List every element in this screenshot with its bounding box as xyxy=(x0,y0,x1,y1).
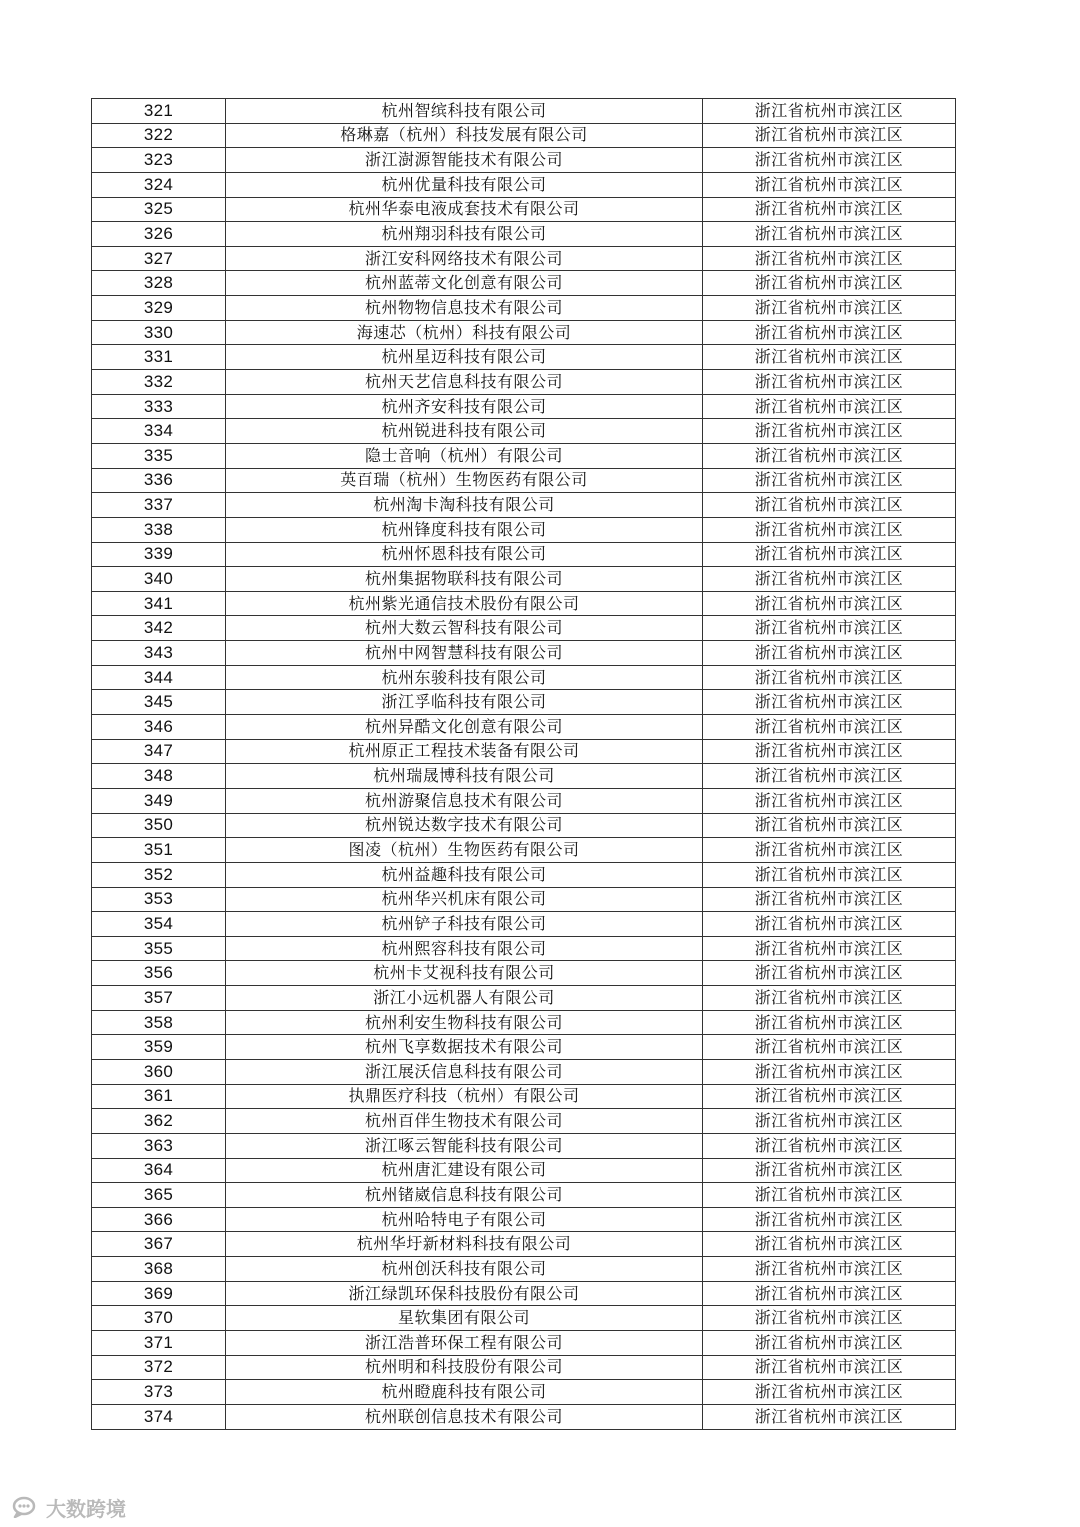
table-row xyxy=(92,172,956,197)
region-cell: 浙江省杭州市滨江区 xyxy=(703,1059,956,1084)
row-number-cell: 371 xyxy=(92,1331,226,1356)
company-name-cell: 杭州联创信息技术有限公司 xyxy=(226,1404,703,1429)
row-number-cell: 352 xyxy=(92,862,226,887)
table-row xyxy=(92,690,956,715)
region-cell: 浙江省杭州市滨江区 xyxy=(703,616,956,641)
row-number-cell: 325 xyxy=(92,197,226,222)
row-number-cell: 345 xyxy=(92,690,226,715)
table-row xyxy=(92,887,956,912)
table-row xyxy=(92,271,956,296)
table-row xyxy=(92,1306,956,1331)
company-name-cell: 杭州飞享数据技术有限公司 xyxy=(226,1035,703,1060)
row-number-cell: 360 xyxy=(92,1059,226,1084)
region-cell: 浙江省杭州市滨江区 xyxy=(703,123,956,148)
table-row xyxy=(92,1331,956,1356)
company-name-cell: 杭州瑞晟博科技有限公司 xyxy=(226,764,703,789)
company-name-cell: 浙江安科网络技术有限公司 xyxy=(226,246,703,271)
table-row xyxy=(92,764,956,789)
table-row xyxy=(92,542,956,567)
company-name-cell: 杭州锐进科技有限公司 xyxy=(226,419,703,444)
region-cell: 浙江省杭州市滨江区 xyxy=(703,1257,956,1282)
company-name-cell: 杭州集据物联科技有限公司 xyxy=(226,567,703,592)
region-cell: 浙江省杭州市滨江区 xyxy=(703,1207,956,1232)
company-name-cell: 杭州东骏科技有限公司 xyxy=(226,665,703,690)
company-name-cell: 杭州星迈科技有限公司 xyxy=(226,345,703,370)
region-cell: 浙江省杭州市滨江区 xyxy=(703,838,956,863)
company-name-cell: 海速芯（杭州）科技有限公司 xyxy=(226,320,703,345)
table-row xyxy=(92,813,956,838)
company-name-cell: 杭州物物信息技术有限公司 xyxy=(226,296,703,321)
row-number-cell: 355 xyxy=(92,936,226,961)
table-row xyxy=(92,1232,956,1257)
row-number-cell: 350 xyxy=(92,813,226,838)
table-row xyxy=(92,419,956,444)
company-name-cell: 杭州紫光通信技术股份有限公司 xyxy=(226,591,703,616)
table-row xyxy=(92,1035,956,1060)
row-number-cell: 346 xyxy=(92,715,226,740)
company-name-cell: 杭州百伴生物技术有限公司 xyxy=(226,1109,703,1134)
table-row xyxy=(92,1281,956,1306)
table-row xyxy=(92,493,956,518)
table-row xyxy=(92,641,956,666)
row-number-cell: 373 xyxy=(92,1380,226,1405)
table-row xyxy=(92,1084,956,1109)
watermark-text: 大数跨境 xyxy=(46,1496,126,1521)
company-name-cell: 杭州卡艾视科技有限公司 xyxy=(226,961,703,986)
region-cell: 浙江省杭州市滨江区 xyxy=(703,1109,956,1134)
row-number-cell: 362 xyxy=(92,1109,226,1134)
company-name-cell: 格琳嘉（杭州）科技发展有限公司 xyxy=(226,123,703,148)
region-cell: 浙江省杭州市滨江区 xyxy=(703,1331,956,1356)
region-cell: 浙江省杭州市滨江区 xyxy=(703,419,956,444)
row-number-cell: 365 xyxy=(92,1183,226,1208)
region-cell: 浙江省杭州市滨江区 xyxy=(703,1232,956,1257)
table-row xyxy=(92,320,956,345)
row-number-cell: 324 xyxy=(92,172,226,197)
table-row xyxy=(92,665,956,690)
row-number-cell: 356 xyxy=(92,961,226,986)
region-cell: 浙江省杭州市滨江区 xyxy=(703,567,956,592)
company-name-cell: 杭州蓝蒂文化创意有限公司 xyxy=(226,271,703,296)
company-name-cell: 英百瑞（杭州）生物医药有限公司 xyxy=(226,468,703,493)
row-number-cell: 322 xyxy=(92,123,226,148)
table-body xyxy=(92,99,956,1430)
region-cell: 浙江省杭州市滨江区 xyxy=(703,320,956,345)
region-cell: 浙江省杭州市滨江区 xyxy=(703,690,956,715)
table-row xyxy=(92,1010,956,1035)
company-name-cell: 杭州大数云智科技有限公司 xyxy=(226,616,703,641)
region-cell: 浙江省杭州市滨江区 xyxy=(703,148,956,173)
region-cell: 浙江省杭州市滨江区 xyxy=(703,591,956,616)
table-row xyxy=(92,296,956,321)
row-number-cell: 344 xyxy=(92,665,226,690)
company-name-cell: 浙江啄云智能科技有限公司 xyxy=(226,1133,703,1158)
table-row xyxy=(92,838,956,863)
company-name-cell: 杭州淘卡淘科技有限公司 xyxy=(226,493,703,518)
company-name-cell: 杭州哈特电子有限公司 xyxy=(226,1207,703,1232)
row-number-cell: 349 xyxy=(92,788,226,813)
table-row xyxy=(92,1404,956,1429)
table-row xyxy=(92,345,956,370)
row-number-cell: 364 xyxy=(92,1158,226,1183)
table-row xyxy=(92,1257,956,1282)
region-cell: 浙江省杭州市滨江区 xyxy=(703,715,956,740)
region-cell: 浙江省杭州市滨江区 xyxy=(703,246,956,271)
company-name-cell: 杭州优量科技有限公司 xyxy=(226,172,703,197)
company-name-cell: 杭州锐达数字技术有限公司 xyxy=(226,813,703,838)
table-row xyxy=(92,1158,956,1183)
region-cell: 浙江省杭州市滨江区 xyxy=(703,394,956,419)
table-row xyxy=(92,99,956,124)
company-name-cell: 杭州天艺信息科技有限公司 xyxy=(226,370,703,395)
row-number-cell: 374 xyxy=(92,1404,226,1429)
table-row xyxy=(92,443,956,468)
table-row xyxy=(92,567,956,592)
company-name-cell: 浙江小远机器人有限公司 xyxy=(226,986,703,1011)
region-cell: 浙江省杭州市滨江区 xyxy=(703,665,956,690)
region-cell: 浙江省杭州市滨江区 xyxy=(703,1133,956,1158)
row-number-cell: 333 xyxy=(92,394,226,419)
company-name-cell: 杭州游聚信息技术有限公司 xyxy=(226,788,703,813)
table-row xyxy=(92,936,956,961)
table-row xyxy=(92,961,956,986)
row-number-cell: 358 xyxy=(92,1010,226,1035)
row-number-cell: 336 xyxy=(92,468,226,493)
table-row xyxy=(92,517,956,542)
region-cell: 浙江省杭州市滨江区 xyxy=(703,468,956,493)
table-row xyxy=(92,616,956,641)
company-name-cell: 杭州异酷文化创意有限公司 xyxy=(226,715,703,740)
row-number-cell: 359 xyxy=(92,1035,226,1060)
table-row xyxy=(92,1109,956,1134)
region-cell: 浙江省杭州市滨江区 xyxy=(703,912,956,937)
region-cell: 浙江省杭州市滨江区 xyxy=(703,99,956,124)
region-cell: 浙江省杭州市滨江区 xyxy=(703,1380,956,1405)
region-cell: 浙江省杭州市滨江区 xyxy=(703,1158,956,1183)
table-row xyxy=(92,862,956,887)
company-name-cell: 执鼎医疗科技（杭州）有限公司 xyxy=(226,1084,703,1109)
company-name-cell: 杭州华圩新材料科技有限公司 xyxy=(226,1232,703,1257)
company-name-cell: 杭州原正工程技术装备有限公司 xyxy=(226,739,703,764)
region-cell: 浙江省杭州市滨江区 xyxy=(703,493,956,518)
row-number-cell: 321 xyxy=(92,99,226,124)
company-name-cell: 杭州齐安科技有限公司 xyxy=(226,394,703,419)
row-number-cell: 366 xyxy=(92,1207,226,1232)
company-name-cell: 浙江浩普环保工程有限公司 xyxy=(226,1331,703,1356)
region-cell: 浙江省杭州市滨江区 xyxy=(703,986,956,1011)
company-name-cell: 杭州明和科技股份有限公司 xyxy=(226,1355,703,1380)
company-name-cell: 隐士音响（杭州）有限公司 xyxy=(226,443,703,468)
table-row xyxy=(92,739,956,764)
company-name-cell: 杭州锗崴信息科技有限公司 xyxy=(226,1183,703,1208)
chat-bubble-logo-icon xyxy=(12,1496,38,1518)
row-number-cell: 348 xyxy=(92,764,226,789)
row-number-cell: 331 xyxy=(92,345,226,370)
row-number-cell: 357 xyxy=(92,986,226,1011)
row-number-cell: 329 xyxy=(92,296,226,321)
region-cell: 浙江省杭州市滨江区 xyxy=(703,862,956,887)
table-row xyxy=(92,148,956,173)
row-number-cell: 330 xyxy=(92,320,226,345)
company-name-cell: 杭州怀恩科技有限公司 xyxy=(226,542,703,567)
table-row xyxy=(92,468,956,493)
row-number-cell: 328 xyxy=(92,271,226,296)
region-cell: 浙江省杭州市滨江区 xyxy=(703,197,956,222)
company-name-cell: 杭州唐汇建设有限公司 xyxy=(226,1158,703,1183)
company-name-cell: 杭州益趣科技有限公司 xyxy=(226,862,703,887)
table-row xyxy=(92,788,956,813)
region-cell: 浙江省杭州市滨江区 xyxy=(703,1306,956,1331)
company-name-cell: 浙江展沃信息科技有限公司 xyxy=(226,1059,703,1084)
region-cell: 浙江省杭州市滨江区 xyxy=(703,1010,956,1035)
company-name-cell: 图凌（杭州）生物医药有限公司 xyxy=(226,838,703,863)
row-number-cell: 368 xyxy=(92,1257,226,1282)
table-row xyxy=(92,1183,956,1208)
table-row xyxy=(92,222,956,247)
table-row xyxy=(92,1355,956,1380)
company-name-cell: 浙江澍源智能技术有限公司 xyxy=(226,148,703,173)
region-cell: 浙江省杭州市滨江区 xyxy=(703,788,956,813)
region-cell: 浙江省杭州市滨江区 xyxy=(703,764,956,789)
row-number-cell: 327 xyxy=(92,246,226,271)
row-number-cell: 353 xyxy=(92,887,226,912)
row-number-cell: 370 xyxy=(92,1306,226,1331)
company-name-cell: 杭州智缤科技有限公司 xyxy=(226,99,703,124)
table-row xyxy=(92,1207,956,1232)
table-row xyxy=(92,912,956,937)
region-cell: 浙江省杭州市滨江区 xyxy=(703,370,956,395)
region-cell: 浙江省杭州市滨江区 xyxy=(703,641,956,666)
row-number-cell: 335 xyxy=(92,443,226,468)
company-name-cell: 杭州创沃科技有限公司 xyxy=(226,1257,703,1282)
row-number-cell: 326 xyxy=(92,222,226,247)
company-name-cell: 杭州华泰电液成套技术有限公司 xyxy=(226,197,703,222)
row-number-cell: 363 xyxy=(92,1133,226,1158)
row-number-cell: 367 xyxy=(92,1232,226,1257)
region-cell: 浙江省杭州市滨江区 xyxy=(703,1355,956,1380)
row-number-cell: 338 xyxy=(92,517,226,542)
watermark xyxy=(12,1493,126,1521)
company-name-cell: 星软集团有限公司 xyxy=(226,1306,703,1331)
company-list-table xyxy=(91,98,956,1430)
region-cell: 浙江省杭州市滨江区 xyxy=(703,813,956,838)
row-number-cell: 341 xyxy=(92,591,226,616)
region-cell: 浙江省杭州市滨江区 xyxy=(703,271,956,296)
company-name-cell: 杭州利安生物科技有限公司 xyxy=(226,1010,703,1035)
table-row xyxy=(92,246,956,271)
table-row xyxy=(92,1133,956,1158)
region-cell: 浙江省杭州市滨江区 xyxy=(703,1404,956,1429)
table-row xyxy=(92,394,956,419)
company-name-cell: 杭州翔羽科技有限公司 xyxy=(226,222,703,247)
row-number-cell: 361 xyxy=(92,1084,226,1109)
region-cell: 浙江省杭州市滨江区 xyxy=(703,1035,956,1060)
company-name-cell: 杭州熙容科技有限公司 xyxy=(226,936,703,961)
region-cell: 浙江省杭州市滨江区 xyxy=(703,1281,956,1306)
row-number-cell: 351 xyxy=(92,838,226,863)
region-cell: 浙江省杭州市滨江区 xyxy=(703,1084,956,1109)
company-name-cell: 杭州中网智慧科技有限公司 xyxy=(226,641,703,666)
region-cell: 浙江省杭州市滨江区 xyxy=(703,542,956,567)
region-cell: 浙江省杭州市滨江区 xyxy=(703,961,956,986)
table-row xyxy=(92,715,956,740)
row-number-cell: 340 xyxy=(92,567,226,592)
company-name-cell: 杭州华兴机床有限公司 xyxy=(226,887,703,912)
company-name-cell: 杭州瞪鹿科技有限公司 xyxy=(226,1380,703,1405)
region-cell: 浙江省杭州市滨江区 xyxy=(703,517,956,542)
row-number-cell: 354 xyxy=(92,912,226,937)
region-cell: 浙江省杭州市滨江区 xyxy=(703,936,956,961)
row-number-cell: 323 xyxy=(92,148,226,173)
company-name-cell: 浙江孚临科技有限公司 xyxy=(226,690,703,715)
table-row xyxy=(92,1380,956,1405)
table-row xyxy=(92,370,956,395)
row-number-cell: 332 xyxy=(92,370,226,395)
region-cell: 浙江省杭州市滨江区 xyxy=(703,739,956,764)
row-number-cell: 342 xyxy=(92,616,226,641)
row-number-cell: 347 xyxy=(92,739,226,764)
row-number-cell: 372 xyxy=(92,1355,226,1380)
table-row xyxy=(92,591,956,616)
region-cell: 浙江省杭州市滨江区 xyxy=(703,1183,956,1208)
region-cell: 浙江省杭州市滨江区 xyxy=(703,296,956,321)
region-cell: 浙江省杭州市滨江区 xyxy=(703,172,956,197)
region-cell: 浙江省杭州市滨江区 xyxy=(703,345,956,370)
table-row xyxy=(92,986,956,1011)
row-number-cell: 369 xyxy=(92,1281,226,1306)
table-row xyxy=(92,123,956,148)
company-name-cell: 杭州锋度科技有限公司 xyxy=(226,517,703,542)
table-row xyxy=(92,197,956,222)
row-number-cell: 337 xyxy=(92,493,226,518)
table-row xyxy=(92,1059,956,1084)
row-number-cell: 334 xyxy=(92,419,226,444)
region-cell: 浙江省杭州市滨江区 xyxy=(703,887,956,912)
row-number-cell: 343 xyxy=(92,641,226,666)
region-cell: 浙江省杭州市滨江区 xyxy=(703,222,956,247)
region-cell: 浙江省杭州市滨江区 xyxy=(703,443,956,468)
company-name-cell: 杭州铲子科技有限公司 xyxy=(226,912,703,937)
row-number-cell: 339 xyxy=(92,542,226,567)
company-name-cell: 浙江绿凯环保科技股份有限公司 xyxy=(226,1281,703,1306)
